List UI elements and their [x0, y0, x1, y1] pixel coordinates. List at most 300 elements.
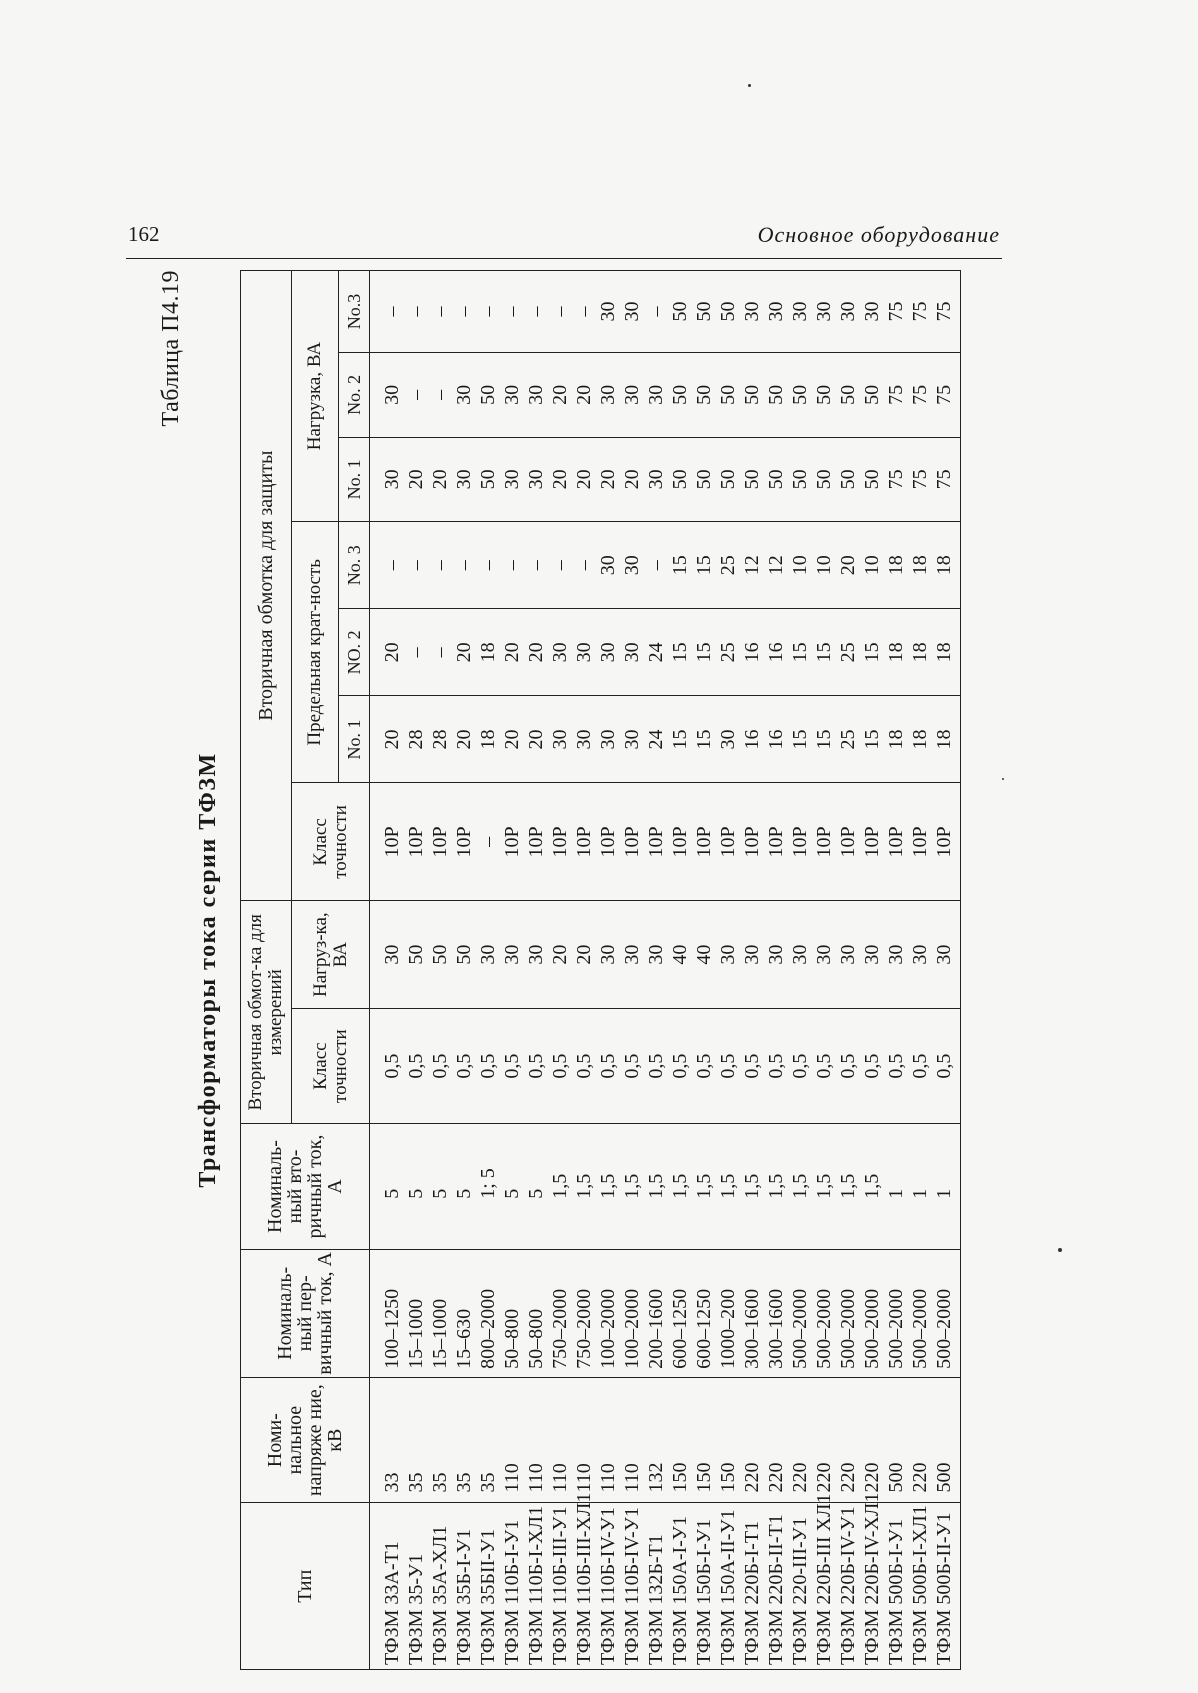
cell-secondary-current: 5 — [452, 1124, 476, 1250]
cell-voltage: 110 — [500, 1377, 524, 1503]
cell-mult-no1: 15 — [788, 696, 812, 783]
cell-load-no1: 30 — [370, 437, 405, 522]
cell-load-no2: 50 — [788, 353, 812, 438]
cell-type: ТФЗМ 33А-Т1 — [370, 1503, 405, 1670]
scan-speck — [1002, 778, 1004, 780]
cell-voltage: 132 — [644, 1377, 668, 1503]
header-mult-no3: No. 3 — [339, 522, 370, 609]
cell-meas-load: 50 — [428, 901, 452, 1009]
cell-mult-no1: 25 — [836, 696, 860, 783]
cell-mult-no1: 30 — [572, 696, 596, 783]
cell-primary-current: 15–1000 — [404, 1249, 428, 1377]
cell-meas-load: 40 — [668, 901, 692, 1009]
cell-prot-class: 10Р — [788, 783, 812, 901]
cell-load-no2: 50 — [740, 353, 764, 438]
cell-load-no2: 20 — [548, 353, 572, 438]
cell-voltage: 220 — [860, 1377, 884, 1503]
cell-primary-current: 500–2000 — [860, 1249, 884, 1377]
cell-voltage: 220 — [764, 1377, 788, 1503]
cell-meas-load: 30 — [908, 901, 932, 1009]
cell-mult-no1: 28 — [428, 696, 452, 783]
cell-load-no2: 50 — [668, 353, 692, 438]
cell-load-no1: 50 — [812, 437, 836, 522]
header-load-no1: No. 1 — [339, 437, 370, 522]
cell-mult-no1: 18 — [884, 696, 908, 783]
cell-mult-no3: 15 — [692, 522, 716, 609]
table-row — [500, 271, 524, 1670]
cell-mult-no2: 30 — [620, 609, 644, 696]
cell-secondary-current: 5 — [404, 1124, 428, 1250]
cell-primary-current: 50–800 — [500, 1249, 524, 1377]
cell-prot-class: 10Р — [908, 783, 932, 901]
cell-type: ТФЗМ 110Б-I-У1 — [500, 1503, 524, 1670]
cell-meas-class: 0,5 — [836, 1008, 860, 1123]
cell-type: ТФЗМ 500Б-I-ХЛ1 — [908, 1503, 932, 1670]
cell-load-no2: 50 — [836, 353, 860, 438]
cell-voltage: 220 — [836, 1377, 860, 1503]
cell-primary-current: 500–2000 — [884, 1249, 908, 1377]
cell-meas-class: 0,5 — [572, 1008, 596, 1123]
cell-meas-load: 30 — [884, 901, 908, 1009]
cell-primary-current: 800–2000 — [476, 1249, 500, 1377]
cell-voltage: 33 — [370, 1377, 405, 1503]
cell-type: ТФЗМ 110Б-IV-У1 — [596, 1503, 620, 1670]
cell-load-no3: 30 — [788, 271, 812, 353]
cell-load-no1: 50 — [788, 437, 812, 522]
table-row — [596, 271, 620, 1670]
cell-load-no2: 30 — [596, 353, 620, 438]
table-row — [884, 271, 908, 1670]
cell-load-no1: 50 — [692, 437, 716, 522]
cell-mult-no3: 10 — [860, 522, 884, 609]
cell-mult-no1: 16 — [764, 696, 788, 783]
cell-voltage: 220 — [908, 1377, 932, 1503]
cell-meas-class: 0,5 — [428, 1008, 452, 1123]
cell-meas-class: 0,5 — [764, 1008, 788, 1123]
cell-prot-class: 10Р — [884, 783, 908, 901]
cell-type: ТФЗМ 110Б-IV-У1 — [620, 1503, 644, 1670]
cell-load-no2: 30 — [370, 353, 405, 438]
cell-mult-no3: – — [548, 522, 572, 609]
cell-type: ТФЗМ 150А-II-У1 — [716, 1503, 740, 1670]
cell-load-no3: 75 — [884, 271, 908, 353]
cell-secondary-current: 1,5 — [716, 1124, 740, 1250]
header-load-no3: No.3 — [339, 271, 370, 353]
cell-type: ТФЗМ 220Б-I-Т1 — [740, 1503, 764, 1670]
cell-load-no1: 50 — [476, 437, 500, 522]
cell-load-no3: 50 — [716, 271, 740, 353]
cell-voltage: 220 — [740, 1377, 764, 1503]
table-row — [620, 271, 644, 1670]
cell-mult-no2: 15 — [812, 609, 836, 696]
cell-primary-current: 50–800 — [524, 1249, 548, 1377]
cell-type: ТФЗМ 110Б-III-У1 — [548, 1503, 572, 1670]
cell-type: ТФЗМ 220Б-IV-ХЛ1 — [860, 1503, 884, 1670]
cell-load-no1: 50 — [668, 437, 692, 522]
cell-secondary-current: 1,5 — [812, 1124, 836, 1250]
cell-load-no3: – — [404, 271, 428, 353]
header-type: Тип — [241, 1503, 370, 1670]
cell-secondary-current: 1 — [908, 1124, 932, 1250]
cell-prot-class: – — [476, 783, 500, 901]
cell-type: ТФЗМ 35Б-I-У1 — [452, 1503, 476, 1670]
cell-load-no1: 50 — [764, 437, 788, 522]
cell-load-no2: 30 — [620, 353, 644, 438]
cell-type: ТФЗМ 500Б-II-У1 — [932, 1503, 961, 1670]
cell-mult-no1: 20 — [452, 696, 476, 783]
cell-load-no3: 30 — [764, 271, 788, 353]
cell-secondary-current: 1,5 — [860, 1124, 884, 1250]
cell-secondary-current: 1,5 — [668, 1124, 692, 1250]
cell-voltage: 150 — [668, 1377, 692, 1503]
cell-mult-no3: 18 — [932, 522, 961, 609]
cell-meas-class: 0,5 — [812, 1008, 836, 1123]
cell-mult-no2: 16 — [764, 609, 788, 696]
cell-type: ТФЗМ 132Б-Т1 — [644, 1503, 668, 1670]
cell-meas-load: 30 — [476, 901, 500, 1009]
header-voltage: Номи-нальное напряже ние, кВ — [241, 1377, 370, 1503]
cell-meas-class: 0,5 — [476, 1008, 500, 1123]
cell-mult-no1: 15 — [860, 696, 884, 783]
cell-meas-load: 30 — [644, 901, 668, 1009]
header-mult-no2: NO. 2 — [339, 609, 370, 696]
cell-mult-no3: – — [524, 522, 548, 609]
cell-secondary-current: 1; 5 — [476, 1124, 500, 1250]
cell-primary-current: 500–2000 — [836, 1249, 860, 1377]
cell-meas-load: 40 — [692, 901, 716, 1009]
cell-meas-load: 30 — [812, 901, 836, 1009]
page-number: 162 — [128, 222, 160, 246]
cell-primary-current: 300–1600 — [764, 1249, 788, 1377]
cell-load-no3: – — [452, 271, 476, 353]
cell-mult-no1: 15 — [668, 696, 692, 783]
cell-prot-class: 10Р — [644, 783, 668, 901]
cell-load-no2: 50 — [860, 353, 884, 438]
header-measurement-class: Класс точности — [292, 1008, 370, 1123]
cell-type: ТФЗМ 220-III-У1 — [788, 1503, 812, 1670]
cell-voltage: 500 — [932, 1377, 961, 1503]
cell-mult-no1: 18 — [908, 696, 932, 783]
table-row — [716, 271, 740, 1670]
cell-secondary-current: 1 — [884, 1124, 908, 1250]
cell-meas-class: 0,5 — [548, 1008, 572, 1123]
cell-mult-no3: – — [452, 522, 476, 609]
cell-mult-no1: 30 — [548, 696, 572, 783]
cell-prot-class: 10Р — [548, 783, 572, 901]
cell-mult-no1: 28 — [404, 696, 428, 783]
cell-mult-no2: 24 — [644, 609, 668, 696]
cell-meas-load: 30 — [932, 901, 961, 1009]
header-secondary-current: Номиналь-ный вто-ричный ток, А — [241, 1124, 370, 1250]
cell-voltage: 35 — [428, 1377, 452, 1503]
cell-voltage: 220 — [788, 1377, 812, 1503]
cell-meas-load: 30 — [370, 901, 405, 1009]
cell-load-no1: 30 — [500, 437, 524, 522]
cell-meas-load: 30 — [764, 901, 788, 1009]
cell-mult-no2: 30 — [572, 609, 596, 696]
cell-primary-current: 15–1000 — [428, 1249, 452, 1377]
cell-load-no3: 30 — [740, 271, 764, 353]
cell-mult-no1: 15 — [812, 696, 836, 783]
table-row — [740, 271, 764, 1670]
cell-load-no2: 75 — [932, 353, 961, 438]
cell-meas-class: 0,5 — [524, 1008, 548, 1123]
running-head: Основное оборудование — [757, 222, 1000, 247]
cell-load-no1: 75 — [884, 437, 908, 522]
cell-meas-load: 30 — [740, 901, 764, 1009]
cell-load-no3: – — [500, 271, 524, 353]
table-body — [370, 271, 961, 1670]
table-row — [908, 271, 932, 1670]
transformer-table — [240, 270, 961, 1670]
cell-load-no3: 30 — [620, 271, 644, 353]
cell-type: ТФЗМ 35А-ХЛ1 — [428, 1503, 452, 1670]
cell-voltage: 150 — [716, 1377, 740, 1503]
cell-mult-no1: 30 — [596, 696, 620, 783]
cell-load-no3: 30 — [596, 271, 620, 353]
cell-mult-no1: 20 — [524, 696, 548, 783]
cell-load-no2: 30 — [500, 353, 524, 438]
cell-mult-no3: – — [476, 522, 500, 609]
cell-mult-no3: – — [572, 522, 596, 609]
header-protection-load: Нагрузка, ВА — [292, 271, 339, 522]
cell-type: ТФЗМ 110Б-I-ХЛ1 — [524, 1503, 548, 1670]
cell-mult-no1: 24 — [644, 696, 668, 783]
cell-mult-no2: 16 — [740, 609, 764, 696]
cell-primary-current: 750–2000 — [572, 1249, 596, 1377]
cell-prot-class: 10Р — [404, 783, 428, 901]
cell-load-no3: – — [370, 271, 405, 353]
cell-voltage: 500 — [884, 1377, 908, 1503]
header-protection-winding: Вторичная обмотка для защиты — [241, 271, 292, 901]
cell-primary-current: 500–2000 — [932, 1249, 961, 1377]
cell-load-no1: 20 — [596, 437, 620, 522]
cell-load-no1: 30 — [644, 437, 668, 522]
table-row — [370, 271, 405, 1670]
cell-meas-class: 0,5 — [692, 1008, 716, 1123]
cell-secondary-current: 1,5 — [764, 1124, 788, 1250]
header-measurement-winding: Вторичная обмот-ка для измерений — [241, 901, 292, 1124]
cell-secondary-current: 1,5 — [596, 1124, 620, 1250]
header-load-no2: No. 2 — [339, 353, 370, 438]
cell-type: ТФЗМ 220Б-II-Т1 — [764, 1503, 788, 1670]
cell-mult-no2: 15 — [788, 609, 812, 696]
cell-secondary-current: 1,5 — [788, 1124, 812, 1250]
cell-load-no1: 20 — [404, 437, 428, 522]
cell-load-no3: – — [476, 271, 500, 353]
cell-load-no1: 20 — [428, 437, 452, 522]
cell-load-no2: 50 — [692, 353, 716, 438]
table-label: Таблица П4.19 — [158, 270, 184, 427]
cell-load-no1: 50 — [836, 437, 860, 522]
cell-voltage: 110 — [548, 1377, 572, 1503]
cell-primary-current: 600–1250 — [692, 1249, 716, 1377]
cell-meas-class: 0,5 — [452, 1008, 476, 1123]
cell-load-no2: 75 — [884, 353, 908, 438]
cell-primary-current: 500–2000 — [812, 1249, 836, 1377]
cell-voltage: 35 — [476, 1377, 500, 1503]
cell-secondary-current: 1,5 — [620, 1124, 644, 1250]
header-rule — [126, 258, 1002, 259]
cell-meas-class: 0,5 — [908, 1008, 932, 1123]
cell-meas-class: 0,5 — [860, 1008, 884, 1123]
cell-meas-load: 30 — [836, 901, 860, 1009]
cell-prot-class: 10Р — [572, 783, 596, 901]
header-mult-no1: No. 1 — [339, 696, 370, 783]
cell-load-no3: 75 — [932, 271, 961, 353]
scan-speck — [748, 84, 751, 87]
cell-prot-class: 10Р — [524, 783, 548, 901]
cell-meas-load: 30 — [620, 901, 644, 1009]
cell-type: ТФЗМ 150Б-I-У1 — [692, 1503, 716, 1670]
cell-load-no1: 30 — [524, 437, 548, 522]
cell-secondary-current: 5 — [370, 1124, 405, 1250]
cell-prot-class: 10Р — [620, 783, 644, 901]
cell-meas-load: 50 — [452, 901, 476, 1009]
cell-mult-no2: – — [428, 609, 452, 696]
cell-mult-no3: – — [500, 522, 524, 609]
cell-meas-class: 0,5 — [500, 1008, 524, 1123]
cell-primary-current: 100–2000 — [596, 1249, 620, 1377]
cell-load-no3: 50 — [668, 271, 692, 353]
cell-mult-no3: – — [404, 522, 428, 609]
cell-primary-current: 15–630 — [452, 1249, 476, 1377]
cell-mult-no2: 25 — [836, 609, 860, 696]
cell-meas-class: 0,5 — [404, 1008, 428, 1123]
table-row — [692, 271, 716, 1670]
cell-mult-no2: 18 — [476, 609, 500, 696]
cell-primary-current: 300–1600 — [740, 1249, 764, 1377]
cell-voltage: 220 — [812, 1377, 836, 1503]
cell-secondary-current: 1 — [932, 1124, 961, 1250]
cell-load-no3: 75 — [908, 271, 932, 353]
cell-mult-no3: 12 — [764, 522, 788, 609]
table-row — [428, 271, 452, 1670]
cell-secondary-current: 1,5 — [692, 1124, 716, 1250]
table-row — [788, 271, 812, 1670]
cell-meas-load: 50 — [404, 901, 428, 1009]
cell-voltage: 35 — [452, 1377, 476, 1503]
cell-prot-class: 10Р — [452, 783, 476, 901]
cell-primary-current: 600–1250 — [668, 1249, 692, 1377]
cell-meas-load: 30 — [860, 901, 884, 1009]
cell-type: ТФЗМ 35-У1 — [404, 1503, 428, 1670]
cell-mult-no2: 25 — [716, 609, 740, 696]
cell-mult-no3: 10 — [812, 522, 836, 609]
cell-load-no1: 20 — [572, 437, 596, 522]
table-row — [404, 271, 428, 1670]
cell-mult-no2: 20 — [370, 609, 405, 696]
table-title: Трансформаторы тока серии ТФЗМ — [195, 752, 221, 1188]
rotated-table-block — [150, 270, 1000, 1670]
cell-prot-class: 10Р — [932, 783, 961, 901]
cell-prot-class: 10Р — [692, 783, 716, 901]
cell-prot-class: 10Р — [836, 783, 860, 901]
cell-mult-no2: 20 — [500, 609, 524, 696]
table-row — [860, 271, 884, 1670]
cell-secondary-current: 1,5 — [572, 1124, 596, 1250]
cell-load-no2: 50 — [764, 353, 788, 438]
cell-voltage: 110 — [572, 1377, 596, 1503]
cell-type: ТФЗМ 110Б-III-ХЛ1 — [572, 1503, 596, 1670]
cell-meas-load: 20 — [548, 901, 572, 1009]
cell-meas-class: 0,5 — [788, 1008, 812, 1123]
cell-load-no1: 50 — [740, 437, 764, 522]
cell-type: ТФЗМ 220Б-III ХЛ1 — [812, 1503, 836, 1670]
cell-meas-load: 20 — [572, 901, 596, 1009]
cell-type: ТФЗМ 500Б-I-У1 — [884, 1503, 908, 1670]
header-protection-class: Класс точности — [292, 783, 370, 901]
cell-prot-class: 10Р — [500, 783, 524, 901]
cell-load-no2: 20 — [572, 353, 596, 438]
cell-meas-class: 0,5 — [644, 1008, 668, 1123]
cell-load-no1: 20 — [620, 437, 644, 522]
cell-primary-current: 100–1250 — [370, 1249, 405, 1377]
cell-load-no3: – — [572, 271, 596, 353]
cell-voltage: 110 — [524, 1377, 548, 1503]
cell-mult-no3: 18 — [908, 522, 932, 609]
cell-load-no2: 30 — [644, 353, 668, 438]
cell-load-no3: 30 — [860, 271, 884, 353]
table-row — [572, 271, 596, 1670]
table-row — [932, 271, 961, 1670]
cell-type: ТФЗМ 150А-I-У1 — [668, 1503, 692, 1670]
cell-mult-no2: 18 — [884, 609, 908, 696]
cell-mult-no2: 20 — [452, 609, 476, 696]
cell-load-no2: 50 — [476, 353, 500, 438]
cell-mult-no2: 18 — [932, 609, 961, 696]
cell-mult-no1: 15 — [692, 696, 716, 783]
cell-load-no2: – — [428, 353, 452, 438]
table-row — [548, 271, 572, 1670]
cell-mult-no2: 15 — [860, 609, 884, 696]
cell-meas-class: 0,5 — [596, 1008, 620, 1123]
cell-load-no1: 30 — [452, 437, 476, 522]
cell-prot-class: 10Р — [370, 783, 405, 901]
header-measurement-load: Нагруз-ка, ВА — [292, 901, 370, 1009]
cell-primary-current: 750–2000 — [548, 1249, 572, 1377]
cell-meas-class: 0,5 — [716, 1008, 740, 1123]
cell-load-no2: 50 — [716, 353, 740, 438]
cell-mult-no3: – — [644, 522, 668, 609]
cell-mult-no2: 30 — [596, 609, 620, 696]
cell-load-no2: – — [404, 353, 428, 438]
cell-mult-no1: 20 — [370, 696, 405, 783]
cell-prot-class: 10Р — [860, 783, 884, 901]
scan-speck — [1058, 1248, 1062, 1252]
cell-secondary-current: 1,5 — [836, 1124, 860, 1250]
header-limit-multiplicity: Предельная крат-ность — [292, 522, 339, 783]
cell-load-no1: 75 — [932, 437, 961, 522]
table-row — [668, 271, 692, 1670]
cell-prot-class: 10Р — [716, 783, 740, 901]
cell-load-no3: – — [644, 271, 668, 353]
cell-secondary-current: 5 — [500, 1124, 524, 1250]
cell-meas-load: 30 — [788, 901, 812, 1009]
table-row — [452, 271, 476, 1670]
cell-prot-class: 10Р — [764, 783, 788, 901]
cell-mult-no2: 30 — [548, 609, 572, 696]
cell-mult-no3: 30 — [620, 522, 644, 609]
cell-meas-class: 0,5 — [668, 1008, 692, 1123]
table-row — [476, 271, 500, 1670]
cell-meas-load: 30 — [716, 901, 740, 1009]
cell-primary-current: 200–1600 — [644, 1249, 668, 1377]
cell-secondary-current: 5 — [524, 1124, 548, 1250]
cell-mult-no2: 15 — [668, 609, 692, 696]
cell-mult-no1: 18 — [476, 696, 500, 783]
cell-meas-load: 30 — [596, 901, 620, 1009]
